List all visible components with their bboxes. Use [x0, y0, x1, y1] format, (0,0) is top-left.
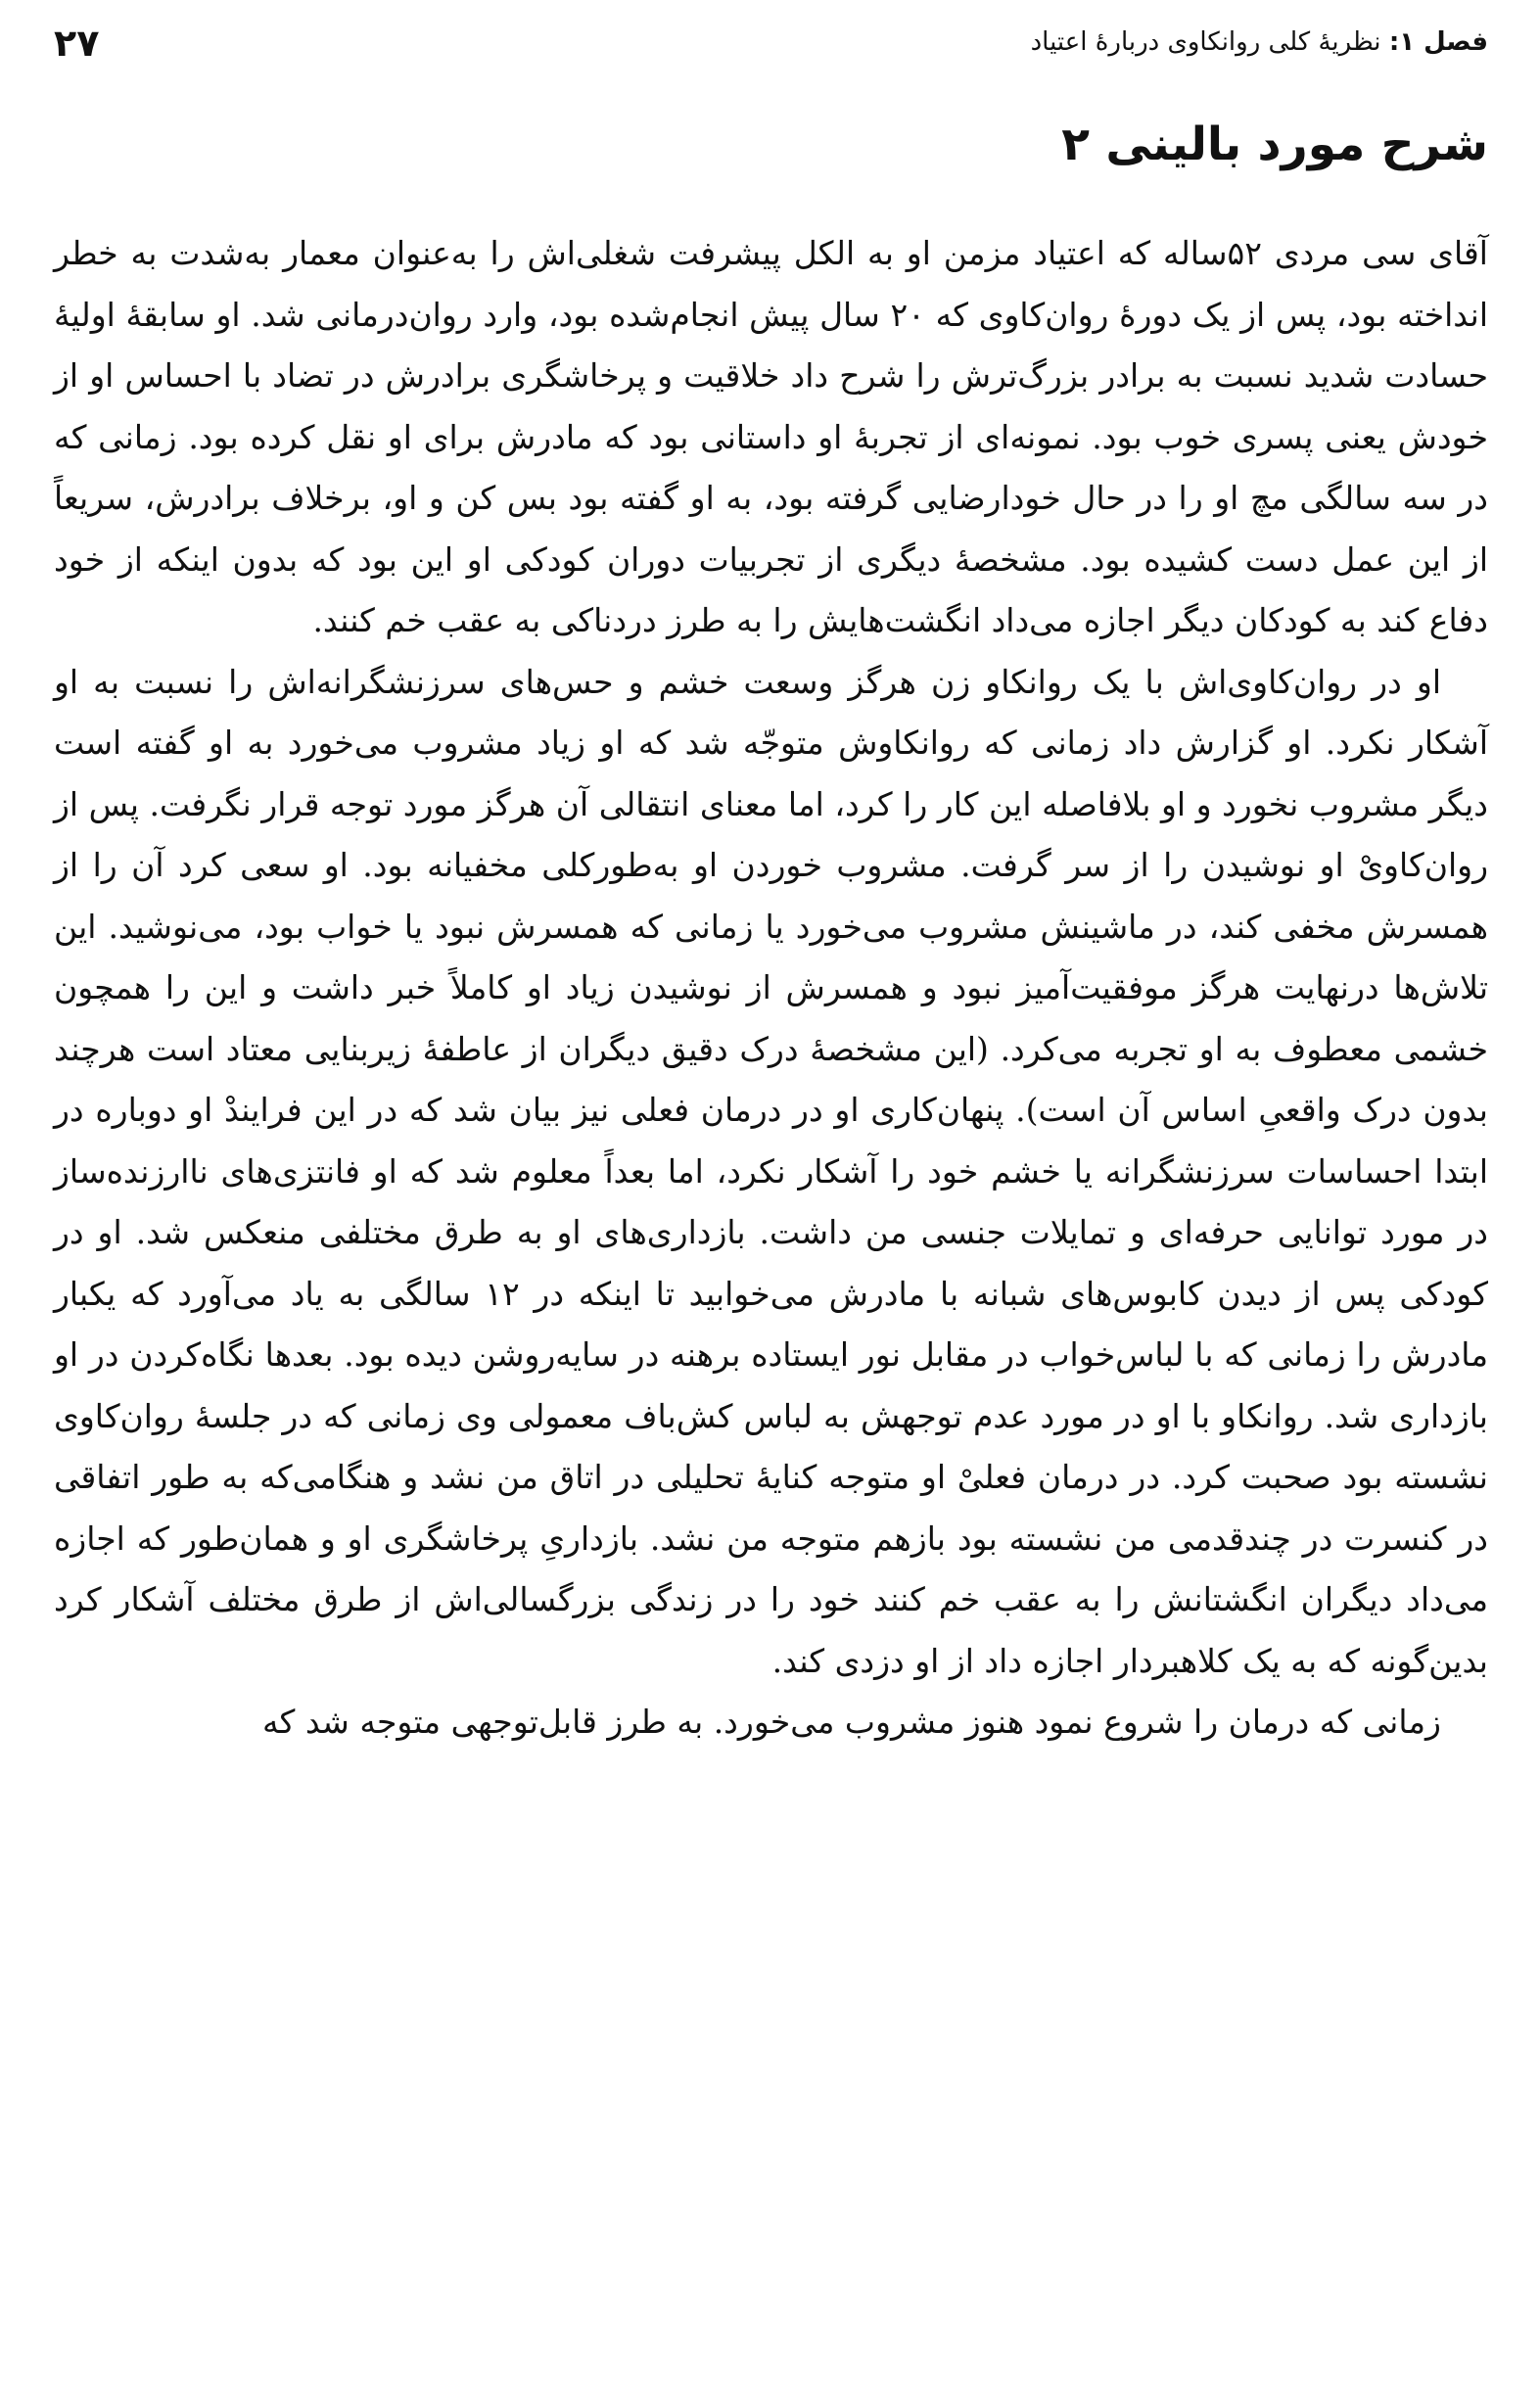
- page-number: ۲۷: [54, 22, 100, 65]
- section-title: شرح مورد بالینی ۲: [1061, 117, 1488, 171]
- chapter-title: نظریهٔ کلی روانکاوی دربارهٔ اعتیاد: [1030, 27, 1381, 57]
- body-text: [54, 223, 1488, 1753]
- chapter-label: فصل ۱:: [1388, 27, 1488, 57]
- chapter-header: [1031, 27, 1488, 57]
- paragraph: او در روان‌کاوی‌اش با یک روانکاو زن هرگز وسعت خشم و حس‌های سرزنشگرانه‌اش را نسبت به او آشکار نکرد. او گزارش داد زمانی که روانکاوش متوجّه شد که او زیاد مشروب می‌خورد به او گفته است دیگر مشروب نخورد و او بلافاصله این کار را کرد، اما معنای انتقالی آن هرگز مورد توجه قرار نگرفت. پس از روان‌کاویْ او نوشیدن را از سر گرفت. مشروب خوردن او به‌طورکلی مخفیانه بود. او سعی کرد آن را از همسرش مخفی کند، در ماشینش مشروب می‌خورد یا زمانی که همسرش نبود یا خواب بود، می‌نوشید. این تلاش‌ها درنهایت هرگز موفقیت‌آمیز نبود و همسرش از نوشیدن زیاد او کاملاً خبر داشت و این را همچون خشمی معطوف به او تجربه می‌کرد. (این مشخصهٔ درک دقیق دیگران از عاطفهٔ زیربنایی معتاد است هرچند بدون درک واقعیِ اساس آن است). پنهان‌کاری او در درمان فعلی نیز بیان شد که در این فرایندْ او دوباره در ابتدا احساسات سرزنشگرانه یا خشم خود را آشکار نکرد، اما بعداً معلوم شد که او فانتزی‌های ناارزنده‌ساز در مورد توانایی حرفه‌ای و تمایلات جنسی من داشت. بازداری‌های او به طرق مختلفی منعکس شد. او در کودکی پس از دیدن کابوس‌های شبانه با مادرش می‌خوابید تا اینکه در ۱۲ سالگی به یاد می‌آورد که یکبار مادرش را زمانی که با لباس‌خواب در مقابل نور ایستاده برهنه در سایه‌روشن دیده بود. بعدها نگاه‌کردن در او بازداری شد. روانکاو با او در مورد عدم توجهش به لباس کش‌باف معمولی وی زمانی که در جلسهٔ روان‌کاوی نشسته بود صحبت کرد. در درمان فعلیْ او متوجه کنایهٔ تحلیلی در اتاق من نشد و هنگامی‌که به طور اتفاقی در کنسرت در چندقدمی من نشسته بود بازهم متوجه من نشد. بازداریِ پرخاشگری او و همان‌طور که اجازه می‌داد دیگران انگشتانش را به عقب خم کنند خود را در زندگی بزرگسالی‌اش از طرق مختلف آشکار کرد بدین‌گونه که به یک کلاهبردار اجازه داد از او دزدی کند.: [54, 662, 1488, 1680]
- book-page: [54, 0, 1488, 2384]
- paragraph: آقای سی مردی ۵۲ساله که اعتیاد مزمن او به الکل پیشرفت شغلی‌اش را به‌عنوان معمار به‌شدت به خطر انداخته بود، پس از یک دورهٔ روان‌کاوی که ۲۰ سال پیش انجام‌شده بود، وارد روان‌درمانی شد. او سابقهٔ اولیهٔ حسادت شدید نسبت به برادر بزرگ‌ترش را شرح داد خلاقیت و پرخاشگری برادرش در تضاد با احساس او از خودش یعنی پسری خوب بود. نمونه‌ای از تجربهٔ او داستانی بود که مادرش برای او نقل کرده بود. زمانی که در سه سالگی مچ او را در حال خودارضایی گرفته بود، به او گفته بود بس کن و او، برخلاف برادرش، سریعاً از این عمل دست کشیده بود. مشخصهٔ دیگری از تجربیات دوران کودکی او این بود که بدون اینکه از خود دفاع کند به کودکان دیگر اجازه می‌داد انگشت‌هایش را به طرز دردناکی به عقب خم کنند.: [54, 234, 1488, 639]
- running-header: [54, 22, 1488, 72]
- paragraph: زمانی که درمان را شروع نمود هنوز مشروب می‌خورد. به طرز قابل‌توجهی متوجه شد که: [261, 1703, 1441, 1741]
